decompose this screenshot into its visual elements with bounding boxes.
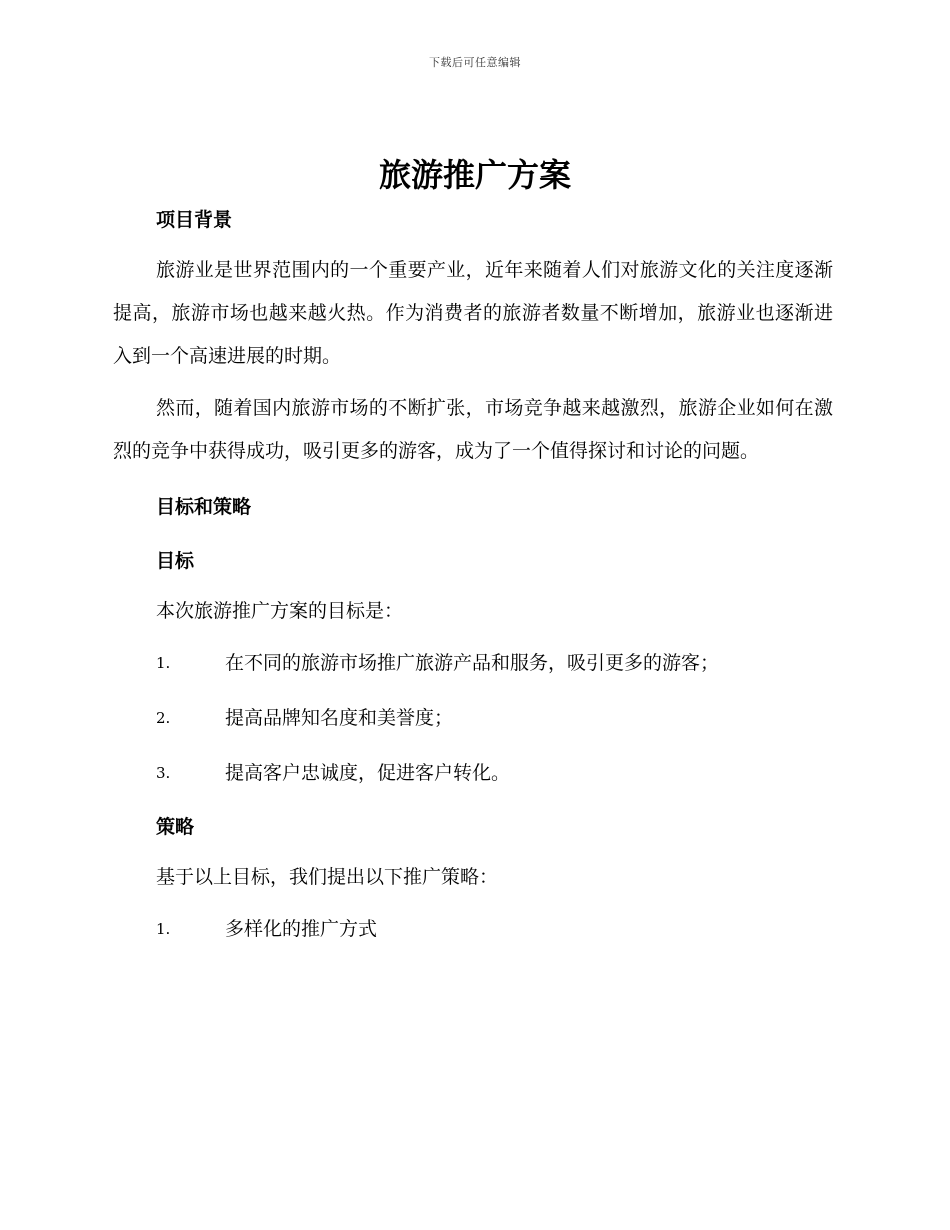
list-text: 多样化的推广方式 — [225, 918, 378, 940]
list-item — [113, 908, 833, 963]
header-note: 下载后可任意编辑 — [429, 56, 521, 69]
document-body — [113, 200, 833, 963]
heading-strategy: 策略 — [156, 816, 195, 838]
list-text: 在不同的旅游市场推广旅游产品和服务，吸引更多的游客； — [225, 652, 720, 674]
goals-list — [113, 642, 833, 807]
goals-intro: 本次旅游推广方案的目标是： — [156, 600, 404, 622]
list-text: 提高品牌知名度和美誉度； — [225, 707, 454, 729]
list-text: 提高客户忠诚度，促进客户转化。 — [225, 762, 511, 784]
paragraph-background-1: 旅游业是世界范围内的一个重要产业，近年来随着人们对旅游文化的关注度逐渐提高，旅游市场也越来越火热。作为消费者的旅游者数量不断增加，旅游业也逐渐进入到一个高速进展的时期。 — [113, 259, 833, 367]
strategy-list — [113, 908, 833, 963]
heading-goals-strategy: 目标和策略 — [156, 496, 252, 518]
heading-goals: 目标 — [156, 550, 195, 572]
list-number: 1. — [156, 654, 171, 672]
list-item — [113, 752, 833, 807]
heading-background: 项目背景 — [156, 209, 233, 231]
list-item — [113, 642, 833, 697]
strategy-intro: 基于以上目标，我们提出以下推广策略： — [156, 866, 499, 888]
list-number: 3. — [156, 764, 171, 782]
list-number: 1. — [156, 920, 171, 938]
paragraph-background-2: 然而，随着国内旅游市场的不断扩张，市场竞争越来越激烈，旅游企业如何在激烈的竞争中获得成功，吸引更多的游客，成为了一个值得探讨和讨论的问题。 — [113, 397, 833, 462]
list-item — [113, 697, 833, 752]
list-number: 2. — [156, 709, 171, 727]
document-title: 旅游推广方案 — [378, 156, 571, 194]
